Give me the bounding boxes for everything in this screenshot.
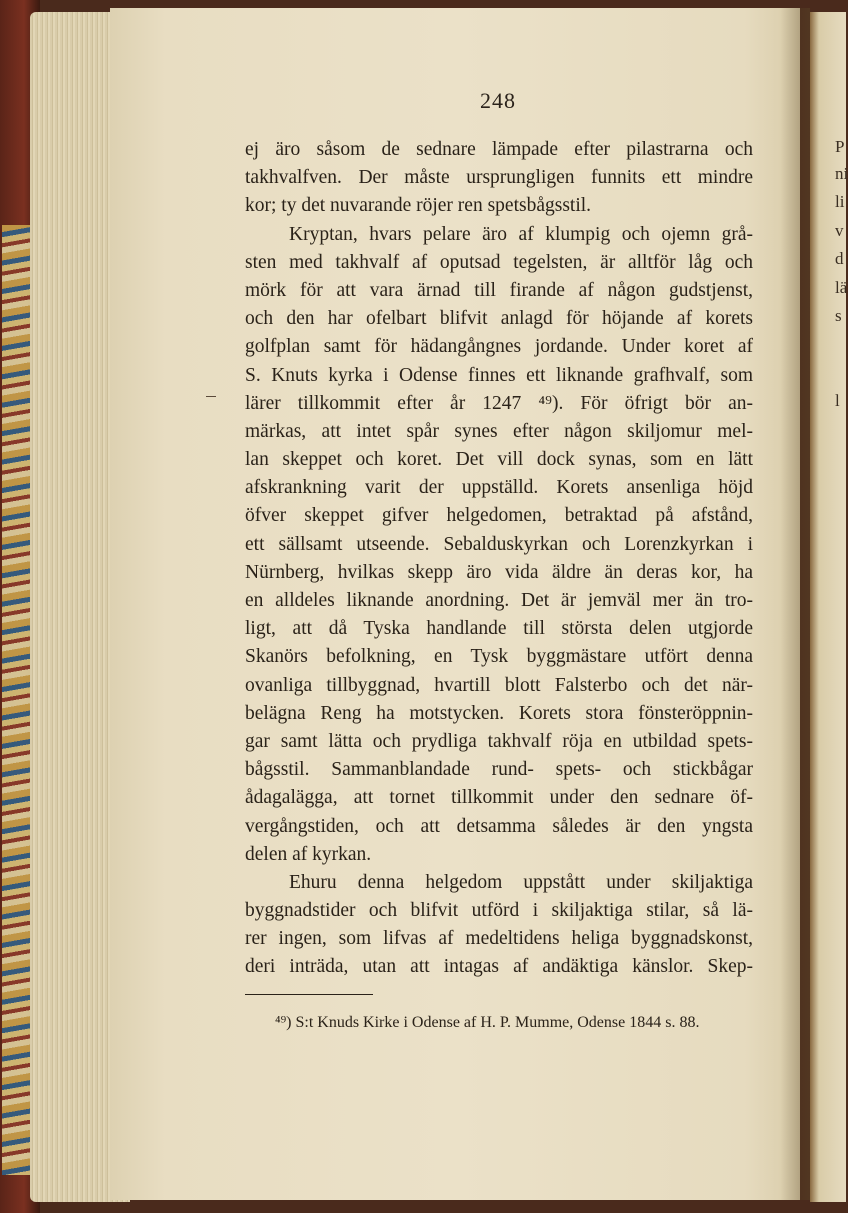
text-line: Ehuru denna helgedom uppstått under skiljaktiga [289, 871, 753, 893]
text-line: sten med takhvalf af oputsad tegelsten, är alltför låg och [245, 251, 753, 273]
text-line: ådagalägga, att tornet tillkommit under den sednare öf- [245, 787, 753, 809]
text-line: gar samt lätta och prydliga takhvalf röja en utbildad spets- [245, 730, 753, 752]
text-line: öfver skeppet gifver helgedomen, betraktad på afstånd, [245, 505, 753, 527]
facing-page-edge [810, 12, 846, 1202]
text-line: rer ingen, som lifvas af medeltidens heliga byggnadskonst, [245, 928, 753, 950]
text-line: takhvalfven. Der måste ursprungligen funnits ett mindre [245, 167, 753, 189]
facing-page-fragment: lä [835, 278, 848, 297]
text-line: S. Knuts kyrka i Odense finnes ett liknande grafhvalf, som [245, 364, 753, 386]
facing-page-fragment: l [835, 391, 840, 410]
text-line: mörk för att vara ärnad till firande af någon gudstjenst, [245, 279, 753, 301]
text-line: afskrankning varit der uppställd. Korets ansenliga höjd [245, 477, 753, 499]
text-line: ej äro såsom de sednare lämpade efter pilastrarna och [245, 139, 753, 160]
text-line: lärer tillkommit efter år 1247 ⁴⁹). För öfrigt bör an- [245, 392, 753, 414]
footnote: ⁴⁹) S:t Knuds Kirke i Odense af H. P. Mumme, Odense 1844 s. 88. [275, 1014, 700, 1031]
text-line: kor; ty det nuvarande röjer ren spetsbågsstil. [245, 195, 592, 217]
facing-page-fragment: d [835, 249, 844, 268]
facing-page-fragment: ni [835, 164, 848, 183]
body-text [245, 136, 753, 982]
facing-page-fragment: P [835, 137, 845, 156]
text-line: Skanörs befolkning, en Tysk byggmästare utfört denna [245, 646, 753, 668]
text-line: deri inträda, utan att intagas af andäktiga känslor. Skep- [245, 956, 753, 978]
text-line: vergångstiden, och att detsamma således är den yngsta [245, 815, 753, 837]
text-line: bågsstil. Sammanblandade rund- spets- och stickbågar [245, 759, 753, 781]
page-number: 248 [480, 88, 516, 113]
text-line: belägna Reng ha motstycken. Korets stora fönsteröppnin- [245, 702, 753, 724]
text-line: golfplan samt för hädangångnes jordande. Under koret af [245, 336, 753, 358]
marbled-endpaper [2, 225, 32, 1175]
text-line: ovanliga tillbyggnad, hvartill blott Falsterbo och det när- [245, 674, 753, 696]
gutter-shadow [780, 8, 810, 1200]
text-line: märkas, att intet spår synes efter någon skiljomur mel- [245, 420, 753, 442]
text-line: ligt, att då Tyska handlande till största delen utgjorde [245, 618, 753, 640]
text-line: lan skeppet och koret. Det vill dock synas, som en lätt [245, 449, 753, 471]
text-line: och den har ofelbart blifvit anlagd för höjande af korets [245, 308, 753, 330]
facing-page-fragment: li [835, 192, 845, 211]
text-line: en alldeles liknande anordning. Det är jemväl mer än tro- [245, 590, 753, 611]
facing-page-fragment: s [835, 306, 842, 325]
text-line: Kryptan, hvars pelare äro af klumpig och ojemn grå- [289, 223, 753, 245]
text-line: Nürnberg, hvilkas skepp äro vida äldre än deras kor, ha [245, 561, 753, 583]
text-line: delen af kyrkan. [245, 843, 372, 865]
text-line: ett sällsamt utseende. Sebalduskyrkan och Lorenzkyrkan i [245, 533, 753, 555]
footnote-rule [245, 994, 373, 995]
facing-page-fragment: v [835, 221, 844, 240]
margin-mark [206, 396, 216, 397]
text-line: byggnadstider och blifvit utförd i skiljaktiga stilar, så lä- [245, 900, 753, 922]
